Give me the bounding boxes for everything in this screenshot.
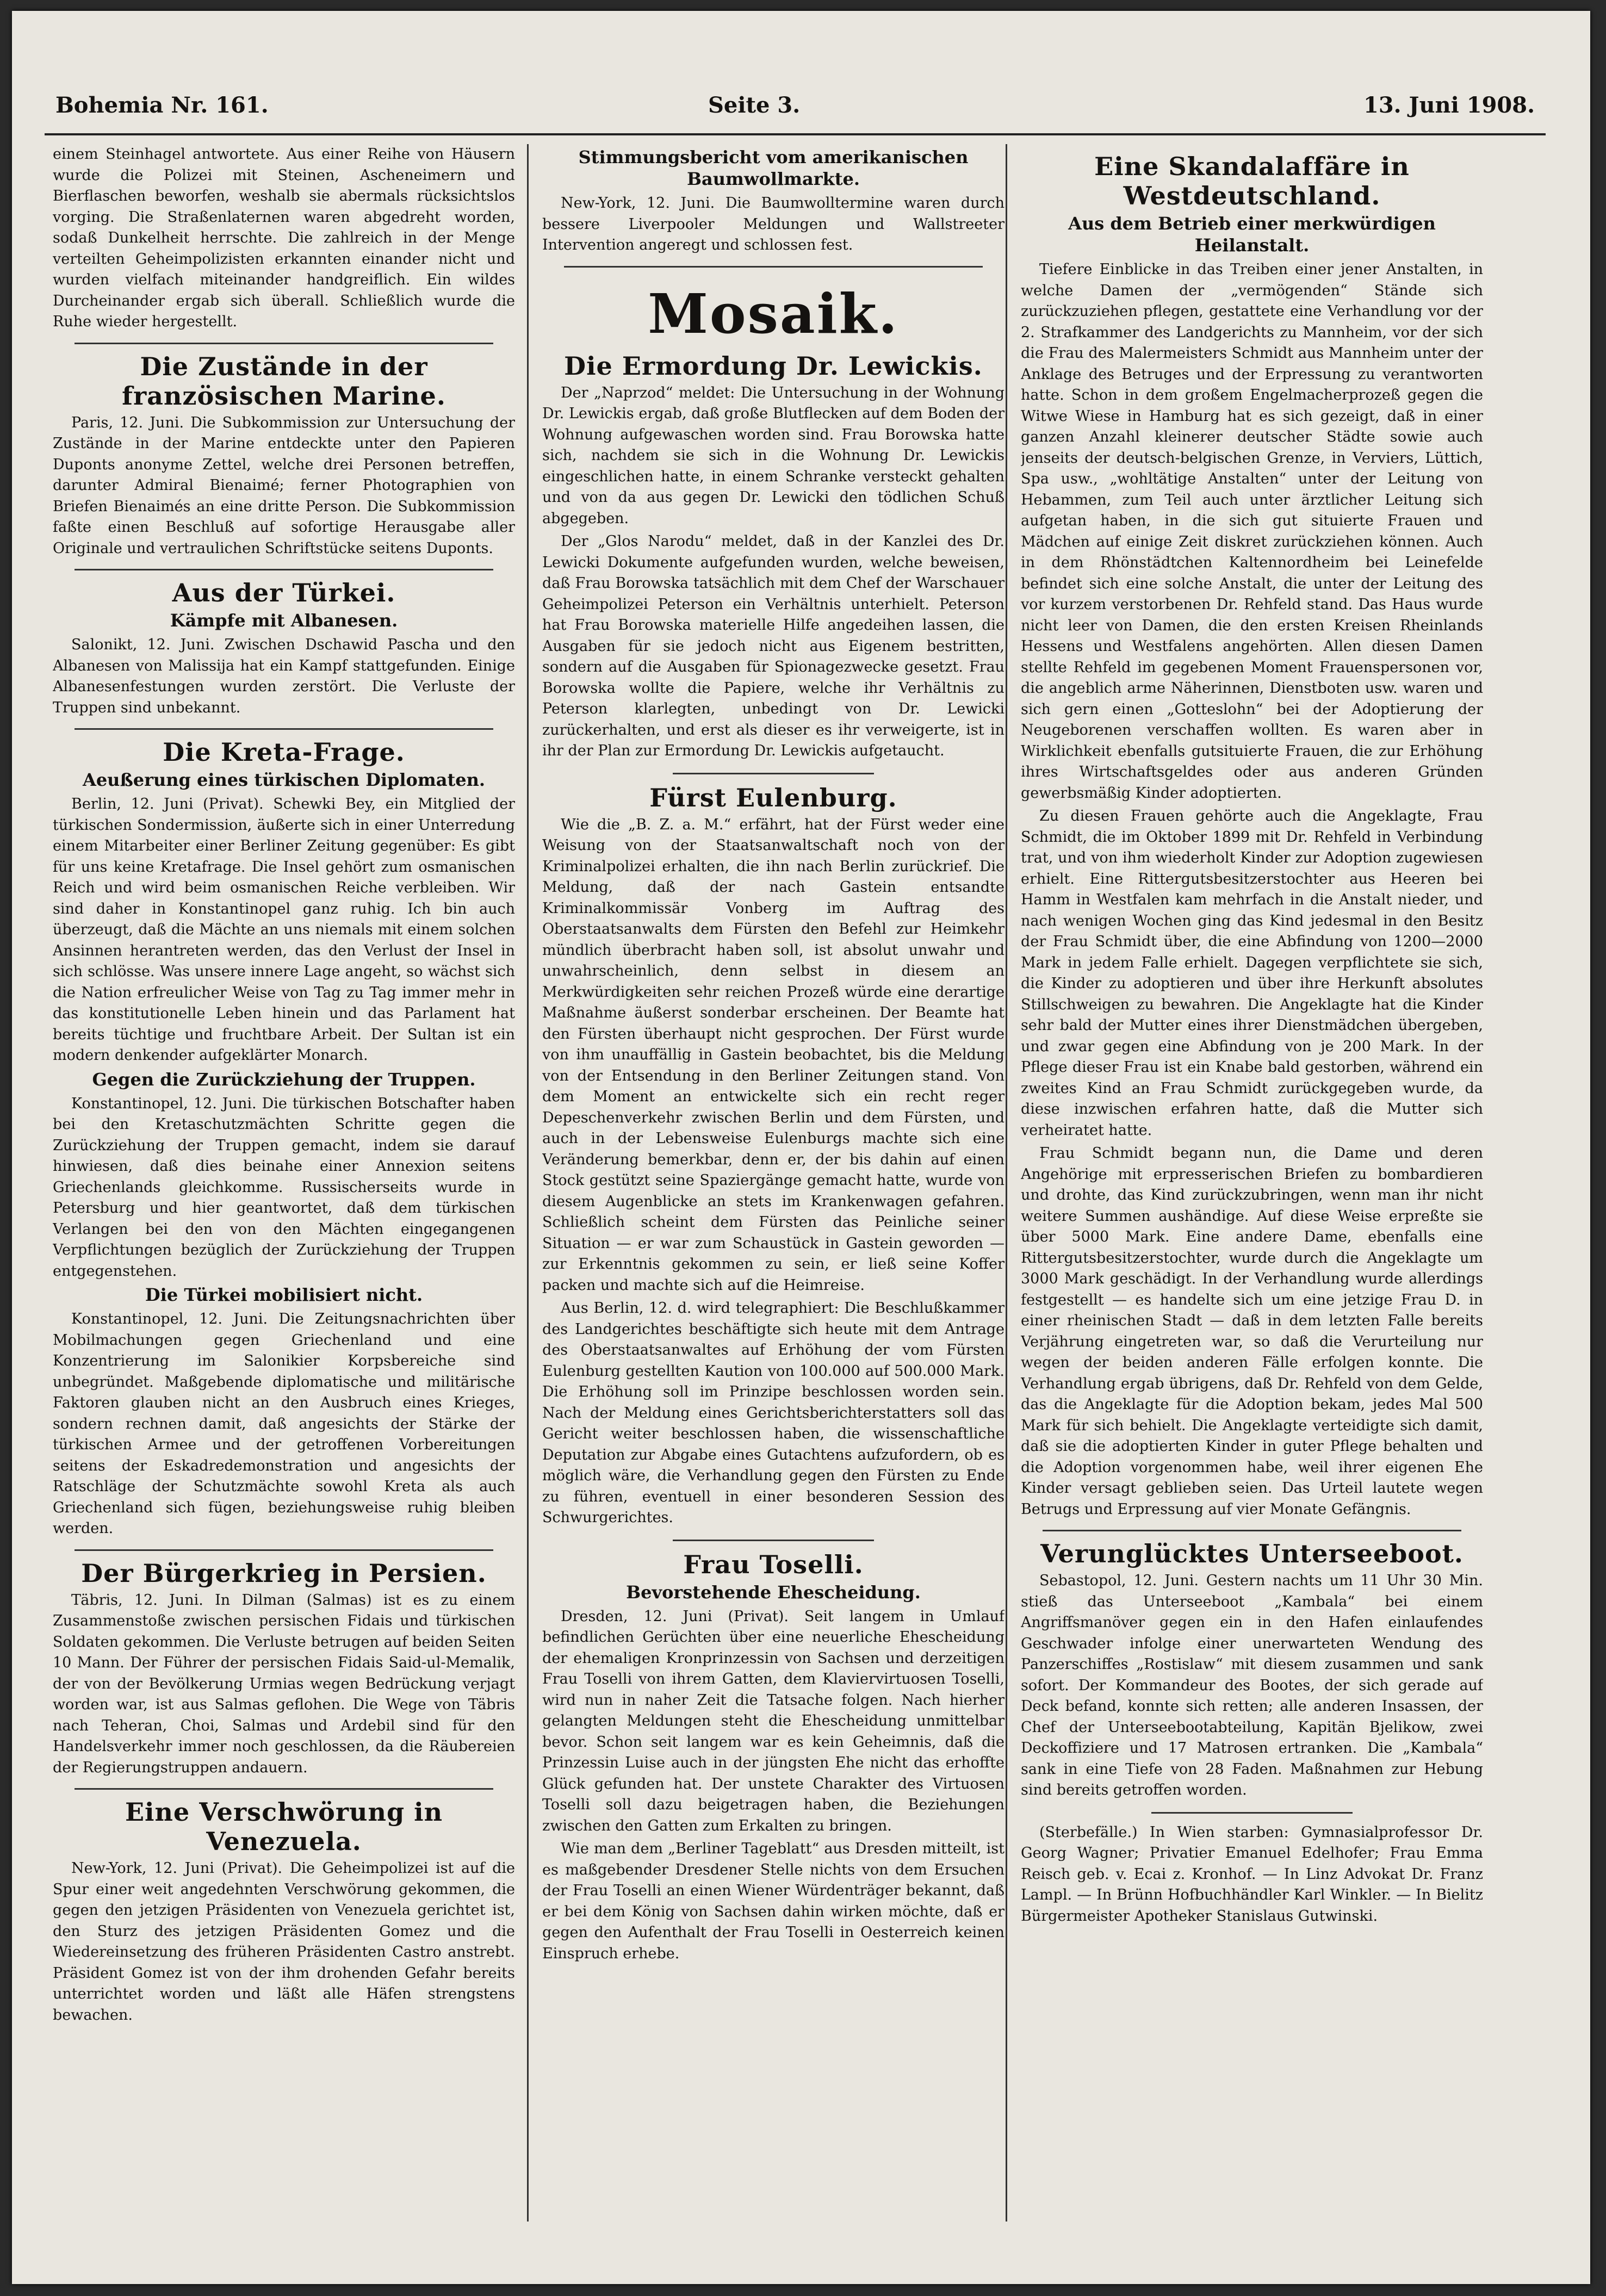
article-title: Eine Verschwörung in Venezuela. [125,1797,443,1856]
article-subtitle: Bevorstehende Ehescheidung. [626,1581,921,1603]
divider [75,569,493,570]
divider [673,1540,874,1541]
article-title: Eine Skandalaffäre in Westdeutschland. [1094,152,1410,210]
divider [75,343,493,344]
divider [1043,1530,1461,1531]
obituary-notice: (Sterbefälle.) In Wien starben: Gymnasialprofessor Dr. Georg Wagner; Privatier Emanuel Edelhofer; Frau Emma Reisch geb. v. Ecai z. Kronhof. — In Linz Advokat Dr. Franz Lampl. — In Brünn Hofbuchhändler Karl Winkler. — In Bielitz Bürgermeister Apotheker Stanislaus Gutwinski. [1021,1823,1483,1925]
header-issue: Bohemia Nr. 161. [55,92,269,118]
article-title: Aus der Türkei. [172,578,396,607]
newspaper-page [12,11,1590,2284]
article-title: Frau Toselli. [683,1549,864,1579]
article-body: Tiefere Einblicke in das Treiben einer jener Anstalten, in welche Damen der „vermögenden“ Stände sich zurückzuziehen pflegen, gestattete eine Verhandlung vor der 2. Strafkammer des Landgerichts zu Mannheim, vor der sich die Frau des Malermeisters Schmidt aus Mannheim unter der Anklage des Betruges und der Erpressung zu verantworten hatte. Schon in dem großem Engelmacherprozeß gegen die Witwe Wiese in Hamburg hat es sich gezeigt, daß in einer ganzen Anzahl kleinerer deutscher Städte sowie auch jenseits der deutsch-belgischen Grenze, in Verviers, Lüttich, Spa usw., „wohltätige Anstalten“ unter der Leitung von Hebammen, zum Teil auch unter ärztlicher Leitung sich aufgetan haben, in die sich gut situierte Frauen und Mädchen auf einige Zeit diskret zurückziehen können. Auch in dem Rhönstädtchen Kaltennordheim bei Leinefelde befindet sich eine solche Anstalt, die unter der Leitung des vor kurzem verstorbenen Dr. Rehfeld stand. Das Haus wurde nicht leer von Damen, die den ersten Kreisen Rheinlands Hessens und Westfalens angehörten. Allen diesen Damen stellte Rehfeld im gegebenen Moment Frauenspersonen vor, die angeblich arme Näherinnen, Dienstboten usw. waren und sich gern einen „Gotteslohn“ bei der Adoptierung der Neugeborenen verschaffen wollten. Es waren aber in Wirklichkeit ebenfalls gutsituierte Frauen, die zur Erhöhung ihres Wirtschaftsgeldes oder aus anderen Gründen gewerbsmäßig Kinder adoptierten. [1021,261,1483,802]
header-page-number: Seite 3. [708,92,801,118]
article-body: Salonikt, 12. Juni. Zwischen Dschawid Pascha und den Albanesen von Malissija hat ein Kampf stattgefunden. Einige Albanesenfestungen wurden zerstört. Die Verluste der Truppen sind unbekannt. [53,636,515,716]
article-title: Verunglücktes Unterseeboot. [1040,1539,1464,1568]
divider [75,1549,493,1551]
article-title: Die Zustände in der französischen Marine. [122,351,446,411]
article-subtitle: Die Türkei mobilisiert nicht. [145,1284,423,1305]
column-2 [542,144,1004,2221]
column-1 [53,144,515,2221]
article-body: New-York, 12. Juni. Die Baumwolltermine waren durch bessere Liverpooler Meldungen und Wallstreeter Intervention angeregt und schlossen fest. [542,195,1004,253]
article-body: Der „Glos Narodu“ meldet, daß in der Kanzlei des Dr. Lewicki Dokumente aufgefunden wurden, welche beweisen, daß Frau Borowska tatsächlich mit dem Chef der Warschauer Geheimpolizei Peterson ein Verhältnis unterhielt. Peterson hat Frau Borowska materielle Hilfe angedeihen lassen, die Ausgaben für sie jedoch nicht aus Eigenem bestritten, sondern auf die Ausgaben für Spionagezwecke gesetzt. Frau Borowska wollte die Papiere, welche ihr Verhältnis zu Peterson klarlegten, unbedingt von Dr. Lewicki zurückerhalten, und erst als dieser es ihr verweigerte, ist in ihr der Plan zur Ermordung Dr. Lewickis aufgetaucht. [542,533,1004,759]
article-body: Wie man dem „Berliner Tageblatt“ aus Dresden mitteilt, ist es maßgebender Dresdener Stelle nichts von dem Ersuchen der Frau Toselli an einen Wiener Würdenträger bekannt, daß er bei dem König von Sachsen dahin wirken möchte, daß er gegen den Aufenthalt der Frau Toselli in Oesterreich keinen Einspruch erhebe. [542,1840,1004,1962]
column-3 [1021,144,1483,2221]
article-body: New-York, 12. Juni (Privat). Die Geheimpolizei ist auf die Spur einer weit angedehnten Verschwörung gekommen, die gegen den jetzigen Präsidenten von Venezuela gerichtet ist, den Sturz des jetzigen Präsidenten Gomez und die Wiedereinsetzung des früheren Präsidenten Castro anstrebt. Präsident Gomez ist von der ihm drohenden Gefahr bereits unterrichtet worden und läßt alle Häfen strengstens bewachen. [53,1860,515,2024]
article-body: Paris, 12. Juni. Die Subkommission zur Untersuchung der Zustände in der Marine entdeckte unter den Papieren Duponts anonyme Zettel, welche drei Personen betreffen, darunter Admiral Bienaimé; ferner Photographien von Briefen Bienaimés an eine dritte Person. Die Subkommission faßte einen Beschluß auf sofortige Herausgabe aller Originale und vertraulichen Schriftstücke seitens Duponts. [53,414,515,557]
article-body: Zu diesen Frauen gehörte auch die Angeklagte, Frau Schmidt, die im Oktober 1899 mit Dr. Rehfeld in Verbindung trat, und von ihm wiederholt Kinder zur Adoption zugewiesen erhielt. Eine Rittergutsbesitzerstochter aus Heeren bei Hamm in Westfalen kam mehrfach in die Anstalt nieder, und nach wenigen Wochen ging das Kind jedesmal in den Besitz der Frau Schmidt über, die eine Abfindung von 1200—2000 Mark in jedem Falle erhielt. Dagegen verpflichtete sie sich, die Kinder zu adoptieren und über ihre Herkunft absolutes Stillschweigen zu bewahren. Die Angeklagte hat die Kinder sehr bald der Mutter eines ihrer Dienstmädchen übergeben, und zwar gegen eine Abfindung von je 200 Mark. In der Pflege dieser Frau ist ein Knabe bald gestorben, während ein zweites Kind an Frau Schmidt zurückgegeben wurde, da diese inzwischen erfahren hatte, daß die Mutter sich verheiratet hatte. [1021,808,1483,1139]
divider [75,1788,493,1790]
column-divider [527,144,529,2221]
article-title: Die Kreta-Frage. [163,737,405,767]
article-body: Aus Berlin, 12. d. wird telegraphiert: Die Beschlußkammer des Landgerichtes beschäftigte sich heute mit dem Antrage des Oberstaatsanwaltes auf Erhöhung der vom Fürsten Eulenburg gestellten Kaution von 100.000 auf 500.000 Mark. Die Erhöhung soll im Prinzipe beschlossen worden sein. Nach der Meldung eines Gerichtsberichterstatters soll das Gericht weiter beschlossen haben, die wissenschaftliche Deputation zur Abgabe eines Gutachtens aufzufordern, ob es möglich wäre, die Verhandlung gegen den Fürsten zu Ende zu führen, eventuell in einer besonderen Session des Schwurgerichtes. [542,1300,1004,1526]
article-body: Frau Schmidt begann nun, die Dame und deren Angehörige mit erpresserischen Briefen zu bombardieren und drohte, das Kind zurückzubringen, wenn man ihr nicht weitere Summen aushändige. Auf diese Weise erpreßte sie über 5000 Mark. Eine andere Dame, ebenfalls eine Rittergutsbesitzerstochter, wurde durch die Angeklagte um 3000 Mark geschädigt. In der Verhandlung wurde allerdings festgestellt — es handelte sich um eine jetzige Frau D. in einer rheinischen Stadt — daß in dem letzten Falle bereits Verjährung eingetreten war, so daß die Verurteilung nur wegen der beiden anderen Fälle erfolgen konnte. Die Verhandlung ergab übrigens, daß Dr. Rehfeld von dem Gelde, das die Angeklagte für die Adoption bekam, jedes Mal 500 Mark für sich behielt. Die Angeklagte verteidigte sich damit, daß sie die adoptierten Kinder in guter Pflege behalten und die Adoption vorgenommen habe, weil ihrer eigenen Ehe Kinder versagt geblieben seien. Das Urteil lautete wegen Betrugs und Erpressung auf vier Monate Gefängnis. [1021,1145,1483,1518]
article-title: Die Ermordung Dr. Lewickis. [564,351,983,381]
divider [75,728,493,730]
article-body: Dresden, 12. Juni (Privat). Seit langem in Umlauf befindlichen Gerüchten über eine neuerliche Ehescheidung der ehemaligen Kronprinzessin von Sachsen und derzeitigen Frau Toselli von ihrem Gatten, dem Klaviervirtuosen Toselli, wird nun in naher Zeit die Tatsache folgen. Nach hierher gelangten Meldungen steht die Ehescheidung unmittelbar bevor. Schon seit langem war es kein Geheimnis, daß die Prinzessin Luise auch in der jüngsten Ehe nicht das erhoffte Glück gefunden hat. Der unstete Charakter des Virtuosen Toselli soll dazu beigetragen haben, die Beziehungen zwischen den Gatten zum Erkalten zu bringen. [542,1608,1004,1834]
article-body: Der „Naprzod“ meldet: Die Untersuchung in der Wohnung Dr. Lewickis ergab, daß große Blutflecken auf dem Boden der Wohnung aufgewaschen worden sind. Frau Borowska hatte sich, nachdem sie sich in die Wohnung Dr. Lewickis eingeschlichen hatte, in einem Schranke versteckt gehalten und von da aus gegen Dr. Lewicki den tödlichen Schuß abgegeben. [542,384,1004,527]
article-title: Stimmungsbericht vom amerikanischen Baumwollmarkte. [578,147,969,189]
article-continuation: einem Steinhagel antwortete. Aus einer Reihe von Häusern wurde die Polizei mit Steinen, Ascheneimern und Bierflaschen beworfen, weshalb sie abermals rücksichtslos vorging. Die Straßenlaternen waren abgedreht worden, sodaß Dunkelheit herrschte. Die zahlreich in der Menge verteilten Geheimpolizisten erkannten einander nicht und wurden vielfach miteinander handgreiflich. Ein wildes Durcheinander ergab sich überall. Schließlich wurde die Ruhe wieder hergestellt. [53,146,515,330]
column-divider [1006,144,1007,2221]
page-header [45,87,1546,131]
article-subtitle: Kämpfe mit Albanesen. [170,610,398,631]
article-body: Konstantinopel, 12. Juni. Die türkischen Botschafter haben bei den Kretaschutzmächten Schritte gegen die Zurückziehung der Truppen gemacht, indem sie darauf hinwiesen, daß dies beinahe einer Annexion seitens Griechenlands gleichkomme. Russischerseits wurde in Petersburg und hier geantwortet, daß dem türkischen Verlangen bei den von den Mächten eingegangenen Verpflichtungen bezüglich der Zurückziehung der Truppen entgegenstehen. [53,1095,515,1280]
article-body: Sebastopol, 12. Juni. Gestern nachts um 11 Uhr 30 Min. stieß das Unterseeboot „Kambala“ bei einem Angriffsmanöver gegen ein in den Hafen einlaufendes Geschwader infolge einer unerwarteten Wendung des Panzerschiffes „Rostislaw“ mit diesem zusammen und sank sofort. Der Kommandeur des Bootes, der sich gerade auf Deck befand, konnte sich retten; alle anderen Insassen, der Chef der Unterseebootabteilung, Kapitän Bjelikow, zwei Deckoffiziere und 17 Matrosen ertranken. Die „Kambala“ sank in eine Tiefe von 28 Faden. Maßnahmen zur Hebung sind bereits getroffen worden. [1021,1572,1483,1798]
section-title: Mosaik. [648,281,899,346]
article-title: Fürst Eulenburg. [649,783,897,812]
divider [564,266,983,268]
article-body: Konstantinopel, 12. Juni. Die Zeitungsnachrichten über Mobilmachungen gegen Griechenland und eine Konzentrierung im Salonikier Korpsbereiche sind unbegründet. Maßgebende diplomatische und militärische Faktoren glauben nicht an den Ausbruch eines Krieges, sondern rechnen damit, daß angesichts der Stärke der türkischen Armee und der getroffenen Vorbereitungen seitens der Eskadredemonstration und angesichts der Ratschläge der Schutzmächte sowohl Kreta als auch Griechenland sich fügen, beziehungsweise ruhig bleiben werden. [53,1311,515,1537]
article-subtitle: Aeußerung eines türkischen Diplomaten. [82,770,485,790]
header-date: 13. Juni 1908. [1363,92,1535,118]
article-subtitle: Aus dem Betrieb einer merkwürdigen Heilanstalt. [1068,213,1436,256]
article-body: Berlin, 12. Juni (Privat). Schewki Bey, ein Mitglied der türkischen Sondermission, äußerte sich in einer Unterredung einem Mitarbeiter einer Berliner Zeitung gegenüber: Es gibt für uns keine Kretafrage. Die Insel gehört zum osmanischen Reich und wird beim osmanischen Reiche verbleiben. Wir sind daher in Konstantinopel ganz ruhig. Ich bin auch überzeugt, daß die Mächte an uns niemals mit einem solchen Ansinnen herantreten werden, das den Verlust der Insel in sich schlösse. Was unsere innere Lage angeht, so wächst sich die Nation erfreulicher Weise von Tag zu Tag immer mehr in das konstitutionelle Leben hinein und das Parlament hat bereits tüchtige und fruchtbare Arbeit. Der Sultan ist ein modern denkender aufgeklärter Monarch. [53,796,515,1064]
header-rule [45,133,1546,135]
article-title: Der Bürgerkrieg in Persien. [81,1558,487,1588]
divider [673,773,874,774]
article-body: Wie die „B. Z. a. M.“ erfährt, hat der Fürst weder eine Weisung von der Staatsanwaltschaft noch von der Kriminalpolizei erhalten, die ihn nach Berlin zurückrief. Die Meldung, daß der nach Gastein entsandte Kriminalkommissär Vonberg im Auftrag des Oberstaatsanwalts dem Fürsten den Befehl zur Heimkehr mündlich überbracht haben soll, ist absolut unwahr und unwahrscheinlich, denn selbst in diesem an Merkwürdigkeiten sehr reichen Prozeß würde eine derartige Maßnahme äußerst sonderbar erscheinen. Der Beamte hat den Fürsten überhaupt nicht gesprochen. Der Fürst wurde von ihm unauffällig in Gastein beobachtet, bis die Meldung von der Entsendung in den Berliner Zeitungen stand. Von dem Moment an entwickelte sich ein recht reger Depeschenverkehr zwischen Berlin und dem Fürsten, und auch in der Lebensweise Eulenburgs machte sich eine Veränderung bemerkbar, denn er, der bis dahin auf einen Stock gestützt seine Spaziergänge gemacht hatte, wurde von diesem Augenblicke an stets im Krankenwagen gefahren. Schließlich scheint dem Fürsten das Peinliche seiner Situation — er war zum Schaustück in Gastein geworden — zur Erkenntnis gekommen zu sein, er ließ seine Koffer packen und machte sich auf die Heimreise. [542,816,1004,1294]
article-body: Täbris, 12. Juni. In Dilman (Salmas) ist es zu einem Zusammenstoße zwischen persischen Fidais und türkischen Soldaten gekommen. Die Verluste betrugen auf beiden Seiten 10 Mann. Der Führer der persischen Fidais Said-ul-Memalik, der von der Bevölkerung Urmias wegen Bedrückung verjagt worden war, ist aus Salmas geflohen. Die Wege von Täbris nach Teheran, Choi, Salmas und Ardebil sind für den Handelsverkehr immer noch geschlossen, da die Räubereien der Regierungstruppen andauern. [53,1591,515,1776]
divider [1151,1812,1353,1814]
article-subtitle: Gegen die Zurückziehung der Truppen. [92,1069,476,1090]
